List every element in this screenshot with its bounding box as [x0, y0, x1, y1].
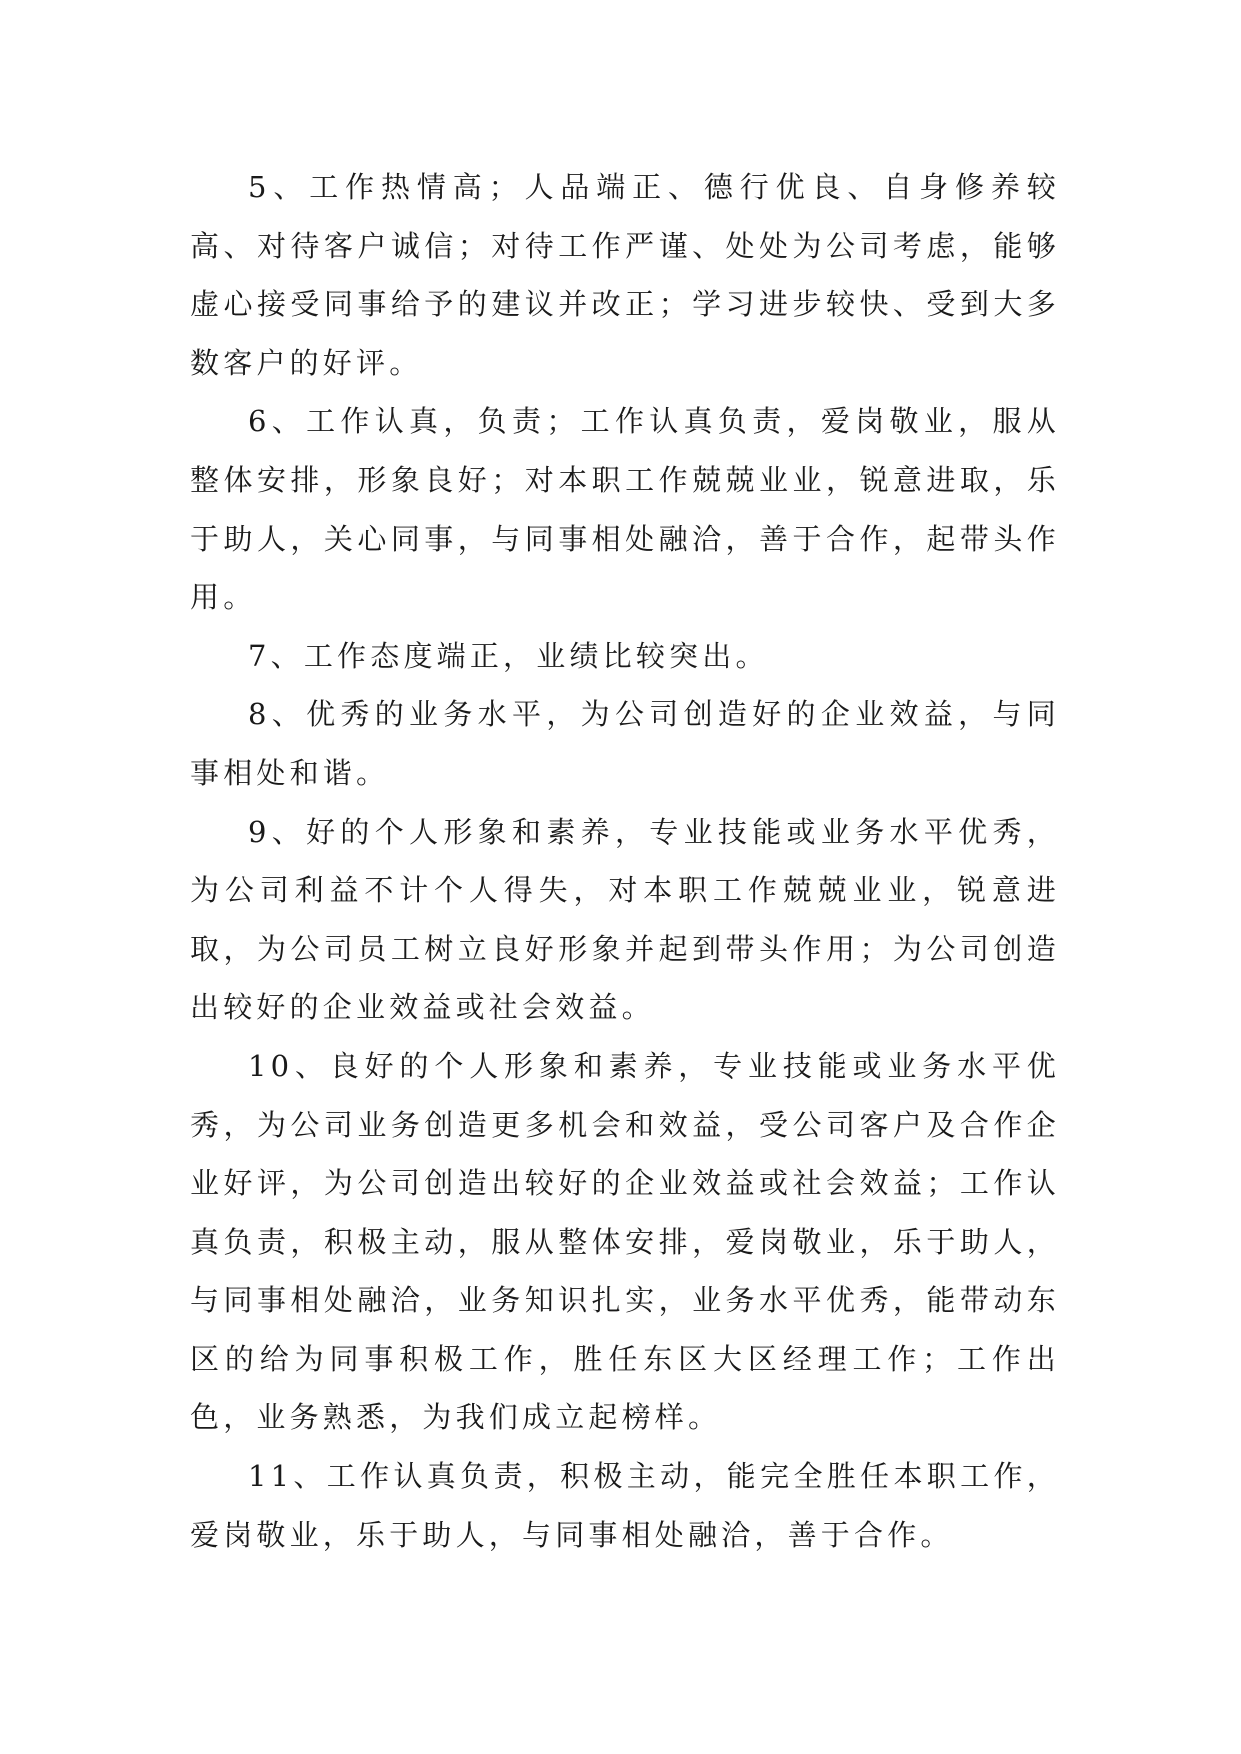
paragraph-6: 6、工作认真，负责；工作认真负责，爱岗敬业，服从整体安排，形象良好；对本职工作兢兢业业，锐意进取，乐于助人，关心同事，与同事相处融洽，善于合作，起带头作用。: [190, 404, 1060, 615]
paragraph-7: 7、工作态度端正，业绩比较突出。: [248, 638, 769, 673]
document-body: [190, 158, 1060, 1564]
paragraph-5: 5、工作热情高；人品端正、德行优良、自身修养较高、对待客户诚信；对待工作严谨、处处为公司考虑，能够虚心接受同事给予的建议并改正；学习进步较快、受到大多数客户的好评。: [190, 170, 1060, 380]
paragraph-11: 11、工作认真负责，积极主动，能完全胜任本职工作，爱岗敬业，乐于助人，与同事相处融洽，善于合作。: [190, 1459, 1060, 1552]
paragraph-10: 10、良好的个人形象和素养，专业技能或业务水平优秀，为公司业务创造更多机会和效益，受公司客户及合作企业好评，为公司创造出较好的企业效益或社会效益；工作认真负责，积极主动，服从整体安排，爱岗敬业，乐于助人，与同事相处融洽，业务知识扎实，业务水平优秀，能带动东区的给为同事积极工作，胜任东区大区经理工作；工作出色，业务熟悉，为我们成立起榜样。: [190, 1048, 1060, 1435]
paragraph-8: 8、优秀的业务水平，为公司创造好的企业效益，与同事相处和谐。: [190, 697, 1060, 790]
paragraph-9: 9、好的个人形象和素养，专业技能或业务水平优秀，为公司利益不计个人得失，对本职工作兢兢业业，锐意进取，为公司员工树立良好形象并起到带头作用；为公司创造出较好的企业效益或社会效益。: [190, 814, 1060, 1025]
